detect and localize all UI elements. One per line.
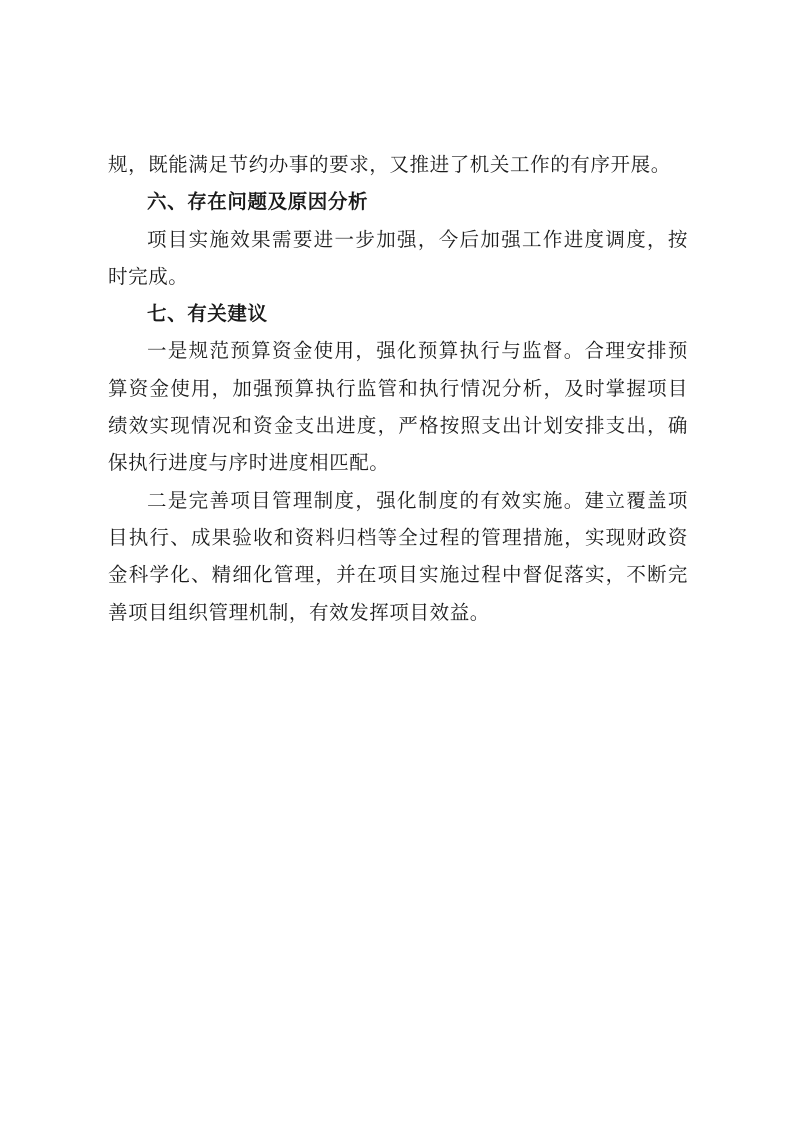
paragraph-continuation: 规，既能满足节约办事的要求，又推进了机关工作的有序开展。 — [108, 153, 671, 176]
paragraph-issues: 项目实施效果需要进一步加强，今后加强工作进度调度，按时完成。 — [108, 227, 688, 288]
section-heading-7: 七、有关建议 — [147, 302, 268, 326]
document-body — [108, 146, 688, 631]
paragraph-suggestion-1: 一是规范预算资金使用，强化预算执行与监督。合理安排预算资金使用，加强预算执行监管和执行情况分析，及时掌握项目绩效实现情况和资金支出进度，严格按照支出计划安排支出，确保执行进度与序时进度相匹配。 — [108, 339, 688, 475]
paragraph-suggestion-2: 二是完善项目管理制度，强化制度的有效实施。建立覆盖项目执行、成果验收和资料归档等全过程的管理措施，实现财政资金科学化、精细化管理，并在项目实施过程中督促落实，不断完善项目组织管理机制，有效发挥项目效益。 — [108, 488, 688, 624]
section-heading-6: 六、存在问题及原因分析 — [147, 190, 369, 214]
